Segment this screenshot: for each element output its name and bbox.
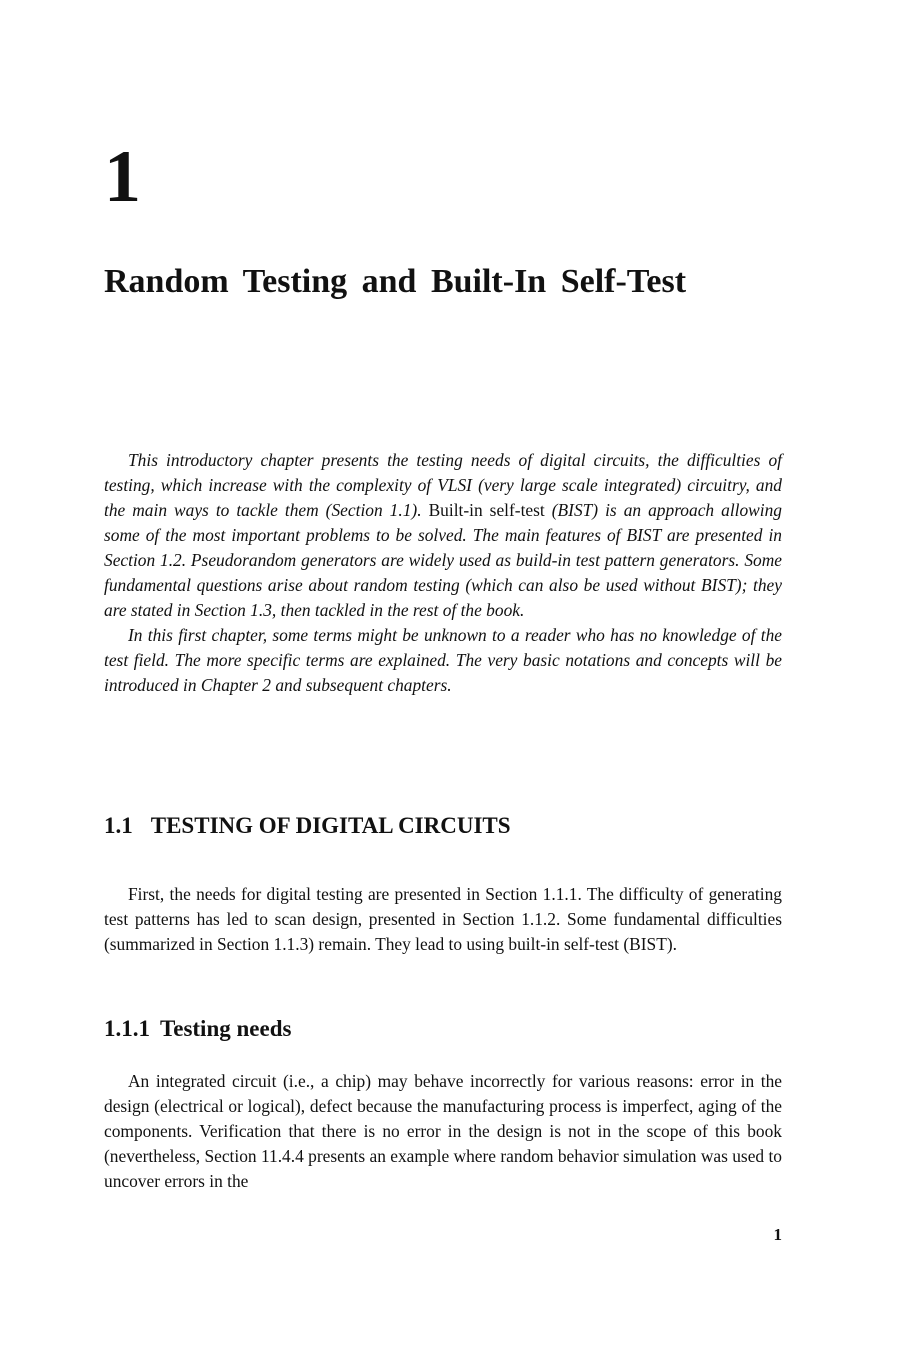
- section-title: TESTING OF DIGITAL CIRCUITS: [150, 813, 511, 838]
- section-heading: [104, 812, 511, 840]
- abstract-text-roman: Built-in self-test: [428, 500, 552, 520]
- abstract-paragraph-2: In this first chapter, some terms might be unknown to a reader who has no knowledge of the test field. The more specific terms are explained. The very basic notations and concepts will be introduced in Chapter 2 and subsequent chapters.: [104, 625, 782, 695]
- subsection-heading: [104, 1015, 291, 1043]
- chapter-title: Random Testing and Built-In Self-Test: [104, 263, 687, 300]
- page-number: 1: [773, 1225, 782, 1244]
- abstract-text-italic-1: This introductory chapter presents the testing needs of digital circuits, the difficulties of testing, which increase with the complexity of VLSI (very large scale integrated) circuitry, and the main ways to tackle them (Section 1.1).: [104, 450, 782, 520]
- subsection-body-paragraph: An integrated circuit (i.e., a chip) may behave incorrectly for various reasons: error in the design (electrical or logical), defect because the manufacturing process is imperfect, aging of the components. Verification that there is no error in the design is not in the scope of this book (nevertheless, Section 11.4.4 presents an example where random behavior simulation was used to uncover errors in the: [104, 1071, 782, 1191]
- subsection-title: Testing needs: [160, 1016, 292, 1041]
- section-number: 1.1: [104, 813, 133, 838]
- chapter-number: 1: [104, 136, 141, 218]
- abstract-paragraph-1: [104, 448, 782, 623]
- section-intro-paragraph: First, the needs for digital testing are presented in Section 1.1.1. The difficulty of generating test patterns has led to scan design, presented in Section 1.1.2. Some fundamental difficulties (summarized in Section 1.1.3) remain. They lead to using built-in self-test (BIST).: [104, 884, 782, 954]
- chapter-abstract: [104, 448, 782, 698]
- abstract-text-italic-2: (BIST) is an approach allowing some of the most important problems to be solved. The main features of BIST are presented in Section 1.2. Pseudorandom generators are widely used as build-in test pattern generators. Some fundamental questions arise about random testing (which can also be used without BIST); they are stated in Section 1.3, then tackled in the rest of the book.: [104, 500, 782, 620]
- subsection-number: 1.1.1: [104, 1016, 150, 1041]
